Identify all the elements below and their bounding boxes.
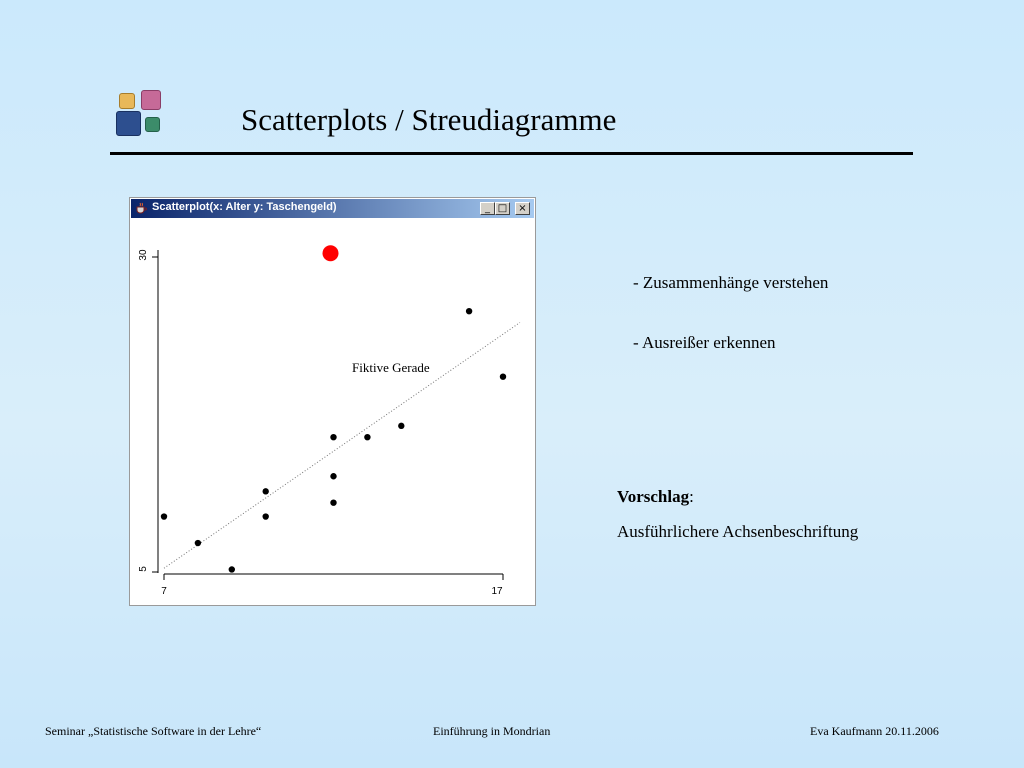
logo-square-green (145, 117, 160, 132)
reference-line-label: Fiktive Gerade (352, 360, 430, 375)
footer-author-date: Eva Kaufmann 20.11.2006 (810, 724, 939, 738)
title-divider (110, 152, 913, 155)
x-tick-label-min: 7 (161, 586, 167, 597)
outlier-point[interactable] (323, 245, 339, 261)
mondrian-squares-logo (116, 90, 164, 136)
y-tick-label-min: 5 (138, 566, 149, 572)
x-tick-label-max: 17 (491, 586, 503, 597)
window-title: Scatterplot(x: Alter y: Taschengeld) (152, 201, 337, 213)
scatter-point-11[interactable] (500, 374, 506, 380)
scatter-point-7[interactable] (330, 434, 336, 440)
logo-square-yellow (119, 93, 135, 109)
java-cup-icon (135, 202, 147, 214)
scatter-point-1[interactable] (195, 540, 201, 546)
bullet-understand-relations: - Zusammenhänge verstehen (633, 273, 829, 292)
scatter-point-6[interactable] (330, 473, 336, 479)
reference-line (164, 323, 520, 569)
proposal-heading (617, 487, 694, 507)
footer-topic: Einführung in Mondrian (433, 724, 551, 738)
minimize-button[interactable]: _ (480, 202, 495, 215)
scatterplot-window[interactable] (129, 197, 536, 606)
scatter-point-9[interactable] (398, 423, 404, 429)
proposal-text: Ausführlichere Achsenbeschriftung (617, 522, 859, 541)
proposal-heading-colon: : (689, 487, 694, 506)
window-titlebar[interactable] (131, 199, 534, 218)
scatter-point-3[interactable] (263, 513, 269, 519)
scatter-point-10[interactable] (466, 308, 472, 314)
y-tick-label-max: 30 (138, 249, 149, 261)
bullet-detect-outliers: - Ausreißer erkennen (633, 333, 776, 352)
scatter-point-4[interactable] (263, 488, 269, 494)
footer-seminar: Seminar „Statistische Software in der Lehre“ (45, 724, 262, 738)
scatter-point-2[interactable] (229, 566, 235, 572)
maximize-button[interactable]: □ (495, 202, 510, 215)
logo-square-blue (116, 111, 141, 136)
scatter-point-8[interactable] (364, 434, 370, 440)
close-button[interactable]: × (515, 202, 530, 215)
proposal-heading-label: Vorschlag (617, 487, 690, 506)
logo-square-pink (141, 90, 161, 110)
scatter-point-5[interactable] (330, 500, 336, 506)
slide-title: Scatterplots / Streudiagramme (241, 102, 617, 137)
scatterplot-canvas[interactable] (131, 218, 534, 603)
scatter-point-0[interactable] (161, 513, 167, 519)
